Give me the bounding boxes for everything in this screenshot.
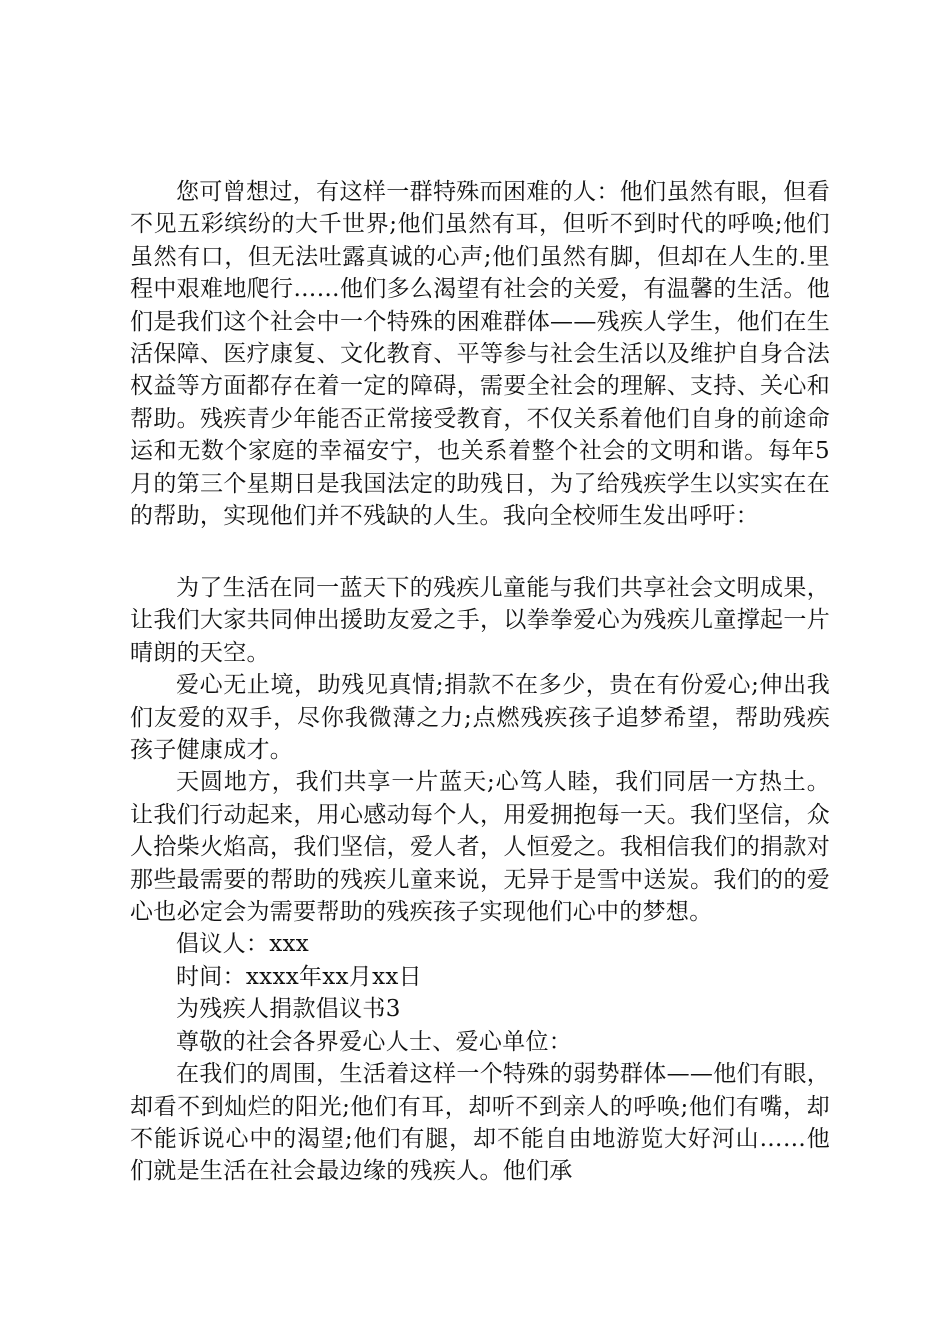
paragraph-take-action: 天圆地方，我们共享一片蓝天;心笃人睦，我们同居一方热土。让我们行动起来，用心感动每个人，用爱拥抱每一天。我们坚信，众人拾柴火焰高，我们坚信，爱人者，人恒爱之。我相信我们的捐款对那些最需要的帮助的残疾儿童来说，无异于是雪中送炭。我们的的爱心也必定会为需要帮助的残疾孩子实现他们心中的梦想。: [130, 769, 830, 926]
signer-line: 倡议人：xxx: [176, 931, 310, 958]
intro-paragraph: 您可曾想过，有这样一群特殊而困难的人：他们虽然有眼，但看不见五彩缤纷的大千世界;他们虽然有耳，但听不到时代的呼唤;他们虽然有口，但无法吐露真诚的心声;他们虽然有脚，但却在人生的.里程中艰难地爬行……他们多么渴望有社会的关爱，有温馨的生活。他们是我们这个社会中一个特殊的困难群体——残疾人学生，他们在生活保障、医疗康复、文化教育、平等参与社会生活以及维护自身合法权益等方面都存在着一定的障碍，需要全社会的理解、支持、关心和帮助。残疾青少年能否正常接受教育，不仅关系着他们自身的前途命运和无数个家庭的幸福安宁，也关系着整个社会的文明和谐。每年5月的第三个星期日是我国法定的助残日，为了给残疾学生以实实在在的帮助，实现他们并不残缺的人生。我向全校师生发出呼吁：: [130, 179, 830, 530]
date-line: 时间：xxxx年xx月xx日: [176, 963, 422, 990]
paragraph-endless-love: 爱心无止境，助残见真情;捐款不在多少，贵在有份爱心;伸出我们友爱的双手，尽你我微薄之力;点燃残疾孩子追梦希望，帮助残疾孩子健康成才。: [130, 672, 830, 764]
salutation: 尊敬的社会各界爱心人士、爱心单位：: [176, 1028, 573, 1055]
intro-section: [130, 176, 830, 532]
paragraph-shared-sky: 为了生活在同一蓝天下的残疾儿童能与我们共享社会文明成果，让我们大家共同伸出援助友爱之手，以拳拳爱心为残疾儿童撑起一片晴朗的天空。: [130, 575, 830, 666]
section-title: 为残疾人捐款倡议书3: [176, 996, 401, 1023]
paragraph-vulnerable-group: 在我们的周围，生活着这样一个特殊的弱势群体——他们有眼，却看不到灿烂的阳光;他们有耳，却听不到亲人的呼唤;他们有嘴，却不能诉说心中的渴望;他们有腿，却不能自由地游览大好河山……他们就是生活在社会最边缘的残疾人。他们承: [130, 1061, 830, 1185]
proposal-section: [130, 572, 830, 1188]
